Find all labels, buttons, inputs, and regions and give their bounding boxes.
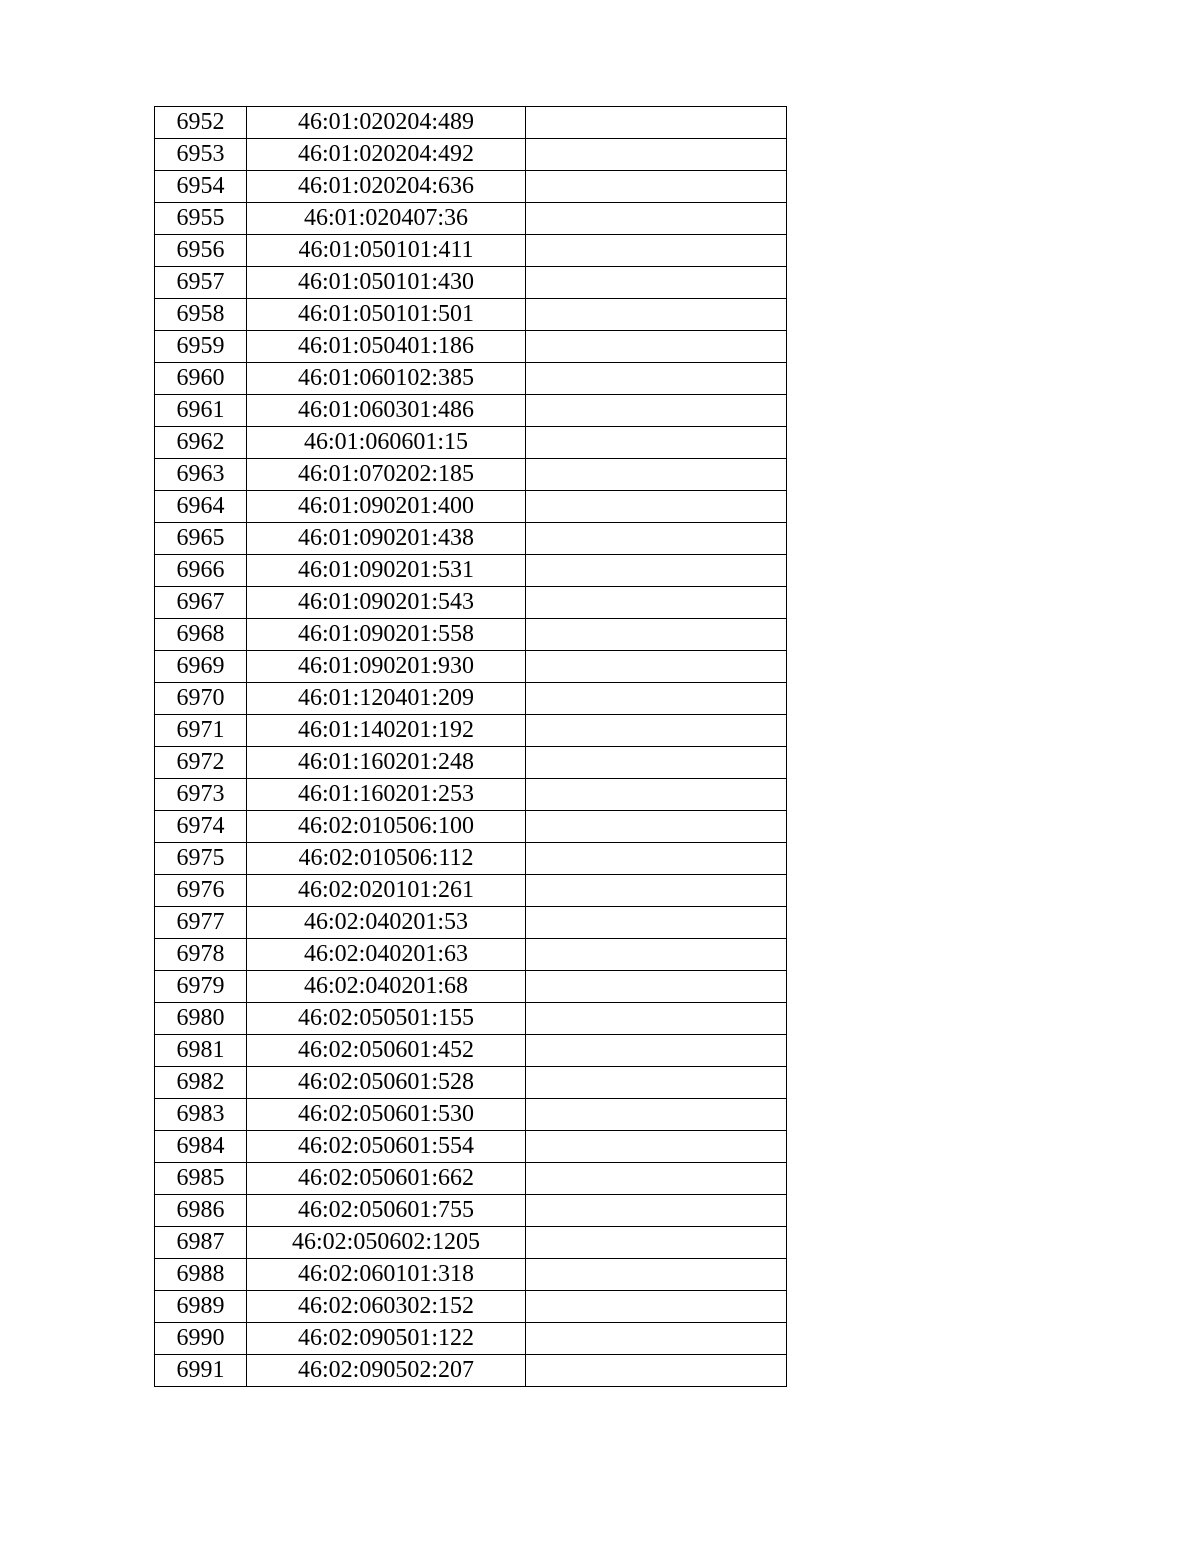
row-number-cell: 6963 (155, 459, 247, 491)
table-row (155, 715, 787, 747)
row-number-cell: 6970 (155, 683, 247, 715)
row-number-cell: 6968 (155, 619, 247, 651)
table-row (155, 1131, 787, 1163)
note-cell (526, 1195, 787, 1227)
cadastral-number-cell: 46:01:090201:531 (247, 555, 526, 587)
table-row (155, 299, 787, 331)
cadastral-number-cell: 46:01:090201:543 (247, 587, 526, 619)
row-number-cell: 6961 (155, 395, 247, 427)
cadastral-number-cell: 46:01:160201:248 (247, 747, 526, 779)
cadastral-number-cell: 46:01:090201:400 (247, 491, 526, 523)
table-row (155, 427, 787, 459)
row-number-cell: 6972 (155, 747, 247, 779)
row-number-cell: 6969 (155, 651, 247, 683)
table-row (155, 971, 787, 1003)
row-number-cell: 6966 (155, 555, 247, 587)
cadastral-number-cell: 46:01:050101:411 (247, 235, 526, 267)
cadastral-number-cell: 46:02:050501:155 (247, 1003, 526, 1035)
note-cell (526, 267, 787, 299)
note-cell (526, 139, 787, 171)
cadastral-number-cell: 46:02:050602:1205 (247, 1227, 526, 1259)
cadastral-number-cell: 46:01:160201:253 (247, 779, 526, 811)
table-row (155, 203, 787, 235)
row-number-cell: 6971 (155, 715, 247, 747)
row-number-cell: 6980 (155, 1003, 247, 1035)
note-cell (526, 587, 787, 619)
table-row (155, 459, 787, 491)
row-number-cell: 6976 (155, 875, 247, 907)
row-number-cell: 6991 (155, 1355, 247, 1387)
table-row (155, 779, 787, 811)
cadastral-number-cell: 46:01:060102:385 (247, 363, 526, 395)
note-cell (526, 395, 787, 427)
cadastral-table (154, 106, 787, 1387)
table-row (155, 331, 787, 363)
cadastral-number-cell: 46:01:090201:930 (247, 651, 526, 683)
table-row (155, 907, 787, 939)
note-cell (526, 203, 787, 235)
table-row (155, 491, 787, 523)
table-row (155, 1163, 787, 1195)
row-number-cell: 6960 (155, 363, 247, 395)
table-row (155, 875, 787, 907)
note-cell (526, 1099, 787, 1131)
row-number-cell: 6957 (155, 267, 247, 299)
row-number-cell: 6985 (155, 1163, 247, 1195)
table-body (155, 107, 787, 1387)
cadastral-number-cell: 46:01:020407:36 (247, 203, 526, 235)
note-cell (526, 171, 787, 203)
cadastral-number-cell: 46:02:040201:53 (247, 907, 526, 939)
row-number-cell: 6958 (155, 299, 247, 331)
note-cell (526, 875, 787, 907)
note-cell (526, 1067, 787, 1099)
row-number-cell: 6965 (155, 523, 247, 555)
cadastral-number-cell: 46:01:120401:209 (247, 683, 526, 715)
row-number-cell: 6954 (155, 171, 247, 203)
note-cell (526, 619, 787, 651)
table-row (155, 587, 787, 619)
row-number-cell: 6959 (155, 331, 247, 363)
table-row (155, 1003, 787, 1035)
cadastral-number-cell: 46:02:060101:318 (247, 1259, 526, 1291)
note-cell (526, 747, 787, 779)
note-cell (526, 971, 787, 1003)
note-cell (526, 939, 787, 971)
table-row (155, 1355, 787, 1387)
note-cell (526, 1323, 787, 1355)
note-cell (526, 907, 787, 939)
row-number-cell: 6956 (155, 235, 247, 267)
note-cell (526, 363, 787, 395)
table-row (155, 1195, 787, 1227)
cadastral-number-cell: 46:01:020204:492 (247, 139, 526, 171)
cadastral-number-cell: 46:01:050101:501 (247, 299, 526, 331)
table-row (155, 523, 787, 555)
cadastral-number-cell: 46:01:060601:15 (247, 427, 526, 459)
row-number-cell: 6989 (155, 1291, 247, 1323)
row-number-cell: 6986 (155, 1195, 247, 1227)
note-cell (526, 107, 787, 139)
table-row (155, 811, 787, 843)
note-cell (526, 1227, 787, 1259)
cadastral-number-cell: 46:01:020204:489 (247, 107, 526, 139)
table-row (155, 235, 787, 267)
cadastral-number-cell: 46:02:050601:530 (247, 1099, 526, 1131)
table-row (155, 1227, 787, 1259)
cadastral-number-cell: 46:01:090201:438 (247, 523, 526, 555)
cadastral-number-cell: 46:01:050401:186 (247, 331, 526, 363)
note-cell (526, 1163, 787, 1195)
cadastral-number-cell: 46:02:040201:68 (247, 971, 526, 1003)
row-number-cell: 6962 (155, 427, 247, 459)
table-row (155, 107, 787, 139)
note-cell (526, 779, 787, 811)
table-row (155, 555, 787, 587)
cadastral-number-cell: 46:02:050601:452 (247, 1035, 526, 1067)
row-number-cell: 6982 (155, 1067, 247, 1099)
table-row (155, 1259, 787, 1291)
cadastral-number-cell: 46:02:020101:261 (247, 875, 526, 907)
note-cell (526, 1355, 787, 1387)
row-number-cell: 6987 (155, 1227, 247, 1259)
note-cell (526, 235, 787, 267)
note-cell (526, 1259, 787, 1291)
row-number-cell: 6952 (155, 107, 247, 139)
note-cell (526, 651, 787, 683)
row-number-cell: 6979 (155, 971, 247, 1003)
row-number-cell: 6984 (155, 1131, 247, 1163)
cadastral-number-cell: 46:02:090502:207 (247, 1355, 526, 1387)
note-cell (526, 683, 787, 715)
cadastral-number-cell: 46:01:050101:430 (247, 267, 526, 299)
note-cell (526, 715, 787, 747)
note-cell (526, 1003, 787, 1035)
note-cell (526, 331, 787, 363)
row-number-cell: 6974 (155, 811, 247, 843)
note-cell (526, 1291, 787, 1323)
table-row (155, 683, 787, 715)
table-row (155, 747, 787, 779)
row-number-cell: 6964 (155, 491, 247, 523)
table-row (155, 1323, 787, 1355)
note-cell (526, 459, 787, 491)
cadastral-number-cell: 46:02:050601:554 (247, 1131, 526, 1163)
cadastral-number-cell: 46:01:060301:486 (247, 395, 526, 427)
note-cell (526, 299, 787, 331)
cadastral-number-cell: 46:02:060302:152 (247, 1291, 526, 1323)
row-number-cell: 6975 (155, 843, 247, 875)
cadastral-number-cell: 46:02:050601:755 (247, 1195, 526, 1227)
row-number-cell: 6955 (155, 203, 247, 235)
note-cell (526, 523, 787, 555)
cadastral-number-cell: 46:01:020204:636 (247, 171, 526, 203)
note-cell (526, 1035, 787, 1067)
table-row (155, 1291, 787, 1323)
row-number-cell: 6967 (155, 587, 247, 619)
cadastral-number-cell: 46:01:140201:192 (247, 715, 526, 747)
row-number-cell: 6983 (155, 1099, 247, 1131)
table-row (155, 363, 787, 395)
row-number-cell: 6981 (155, 1035, 247, 1067)
table-row (155, 843, 787, 875)
cadastral-number-cell: 46:02:090501:122 (247, 1323, 526, 1355)
row-number-cell: 6978 (155, 939, 247, 971)
note-cell (526, 555, 787, 587)
table-row (155, 267, 787, 299)
table-row (155, 619, 787, 651)
row-number-cell: 6973 (155, 779, 247, 811)
cadastral-number-cell: 46:02:010506:112 (247, 843, 526, 875)
cadastral-number-cell: 46:02:010506:100 (247, 811, 526, 843)
table-row (155, 1099, 787, 1131)
note-cell (526, 427, 787, 459)
table-row (155, 171, 787, 203)
row-number-cell: 6990 (155, 1323, 247, 1355)
table-row (155, 939, 787, 971)
note-cell (526, 811, 787, 843)
cadastral-number-cell: 46:02:050601:662 (247, 1163, 526, 1195)
table-row (155, 1067, 787, 1099)
note-cell (526, 1131, 787, 1163)
row-number-cell: 6977 (155, 907, 247, 939)
note-cell (526, 843, 787, 875)
row-number-cell: 6988 (155, 1259, 247, 1291)
table-row (155, 395, 787, 427)
row-number-cell: 6953 (155, 139, 247, 171)
table-row (155, 651, 787, 683)
table-row (155, 139, 787, 171)
cadastral-number-cell: 46:02:050601:528 (247, 1067, 526, 1099)
cadastral-number-cell: 46:01:070202:185 (247, 459, 526, 491)
table-row (155, 1035, 787, 1067)
note-cell (526, 491, 787, 523)
cadastral-number-cell: 46:02:040201:63 (247, 939, 526, 971)
cadastral-number-cell: 46:01:090201:558 (247, 619, 526, 651)
